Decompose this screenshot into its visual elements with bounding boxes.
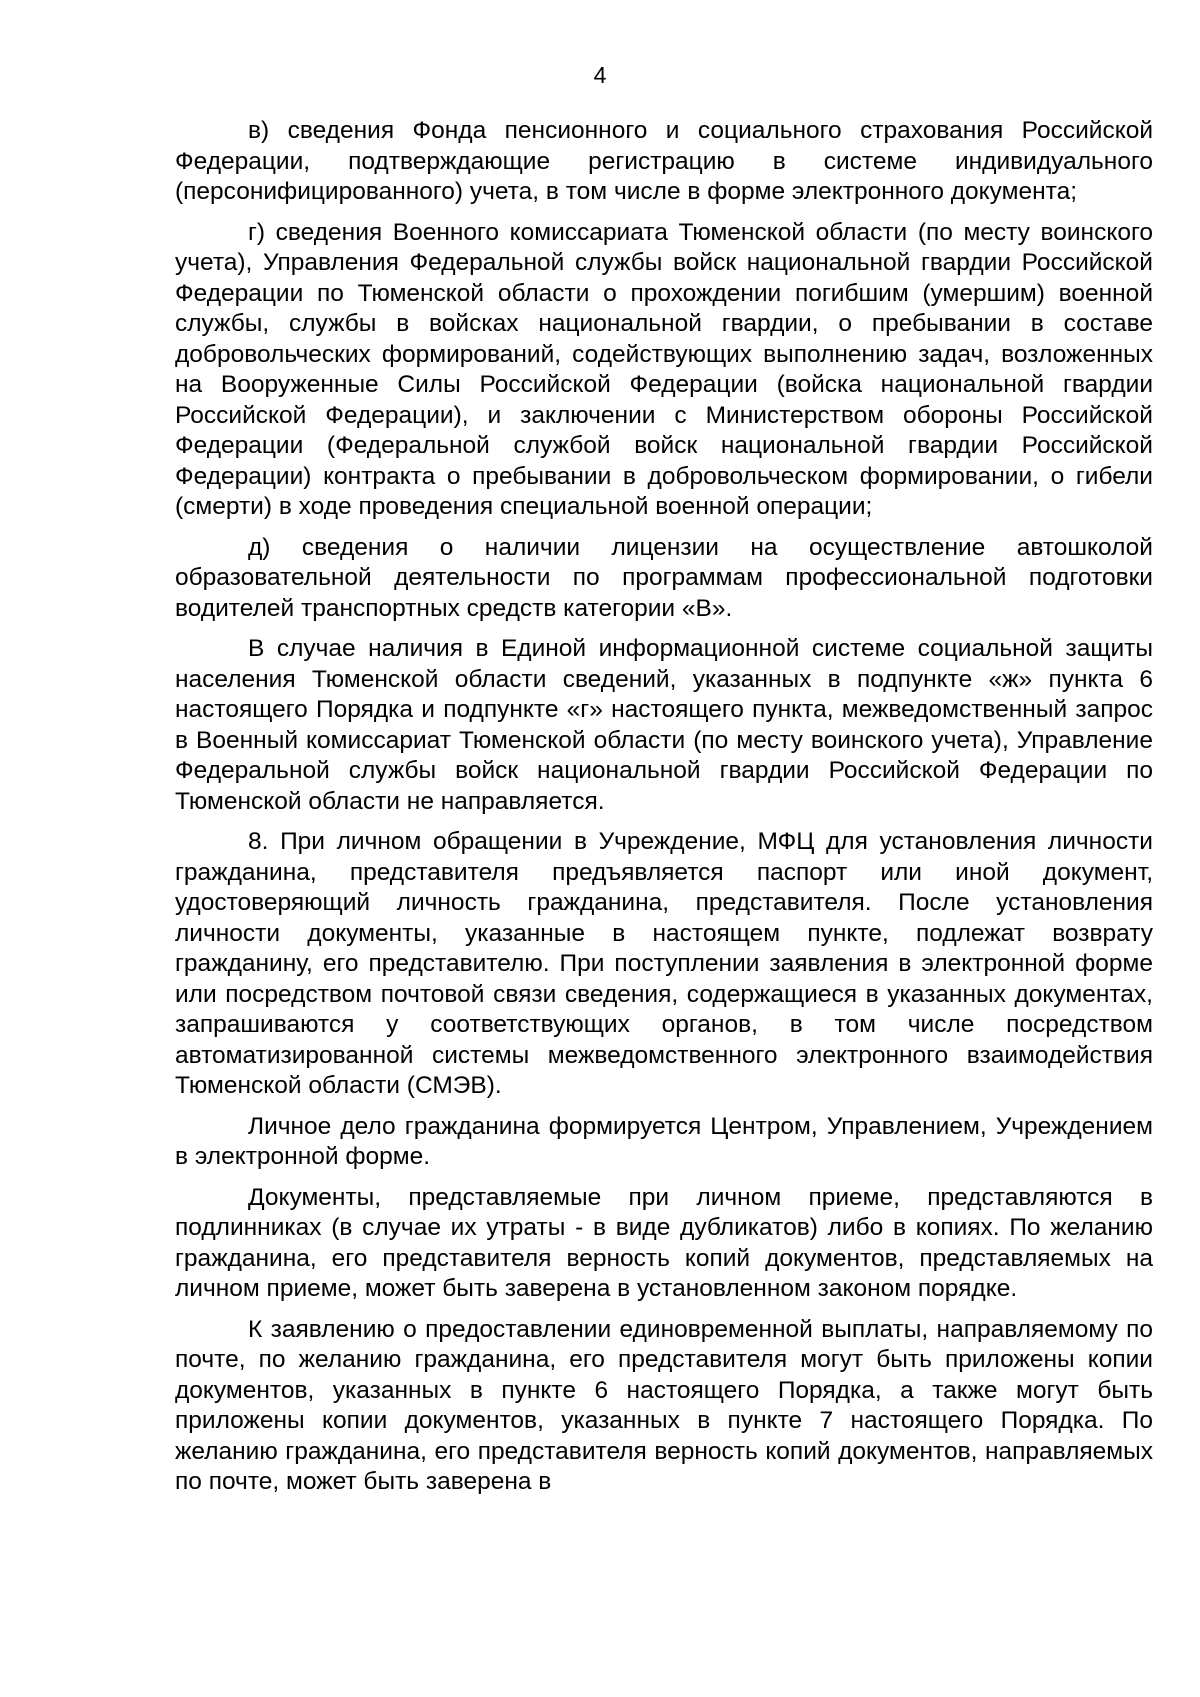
paragraph-g-military-service-data: г) сведения Военного комиссариата Тюменской области (по месту воинского учета), Управления Федеральной службы войск национальной гвардии Российской Федерации по Тюменской области о прохождении погибшим (умершим) военной службы, службы в войсках национальной гвардии, о пребывании в составе добровольческих формирований, содействующих выполнению задач, возложенных на Вооруженные Силы Российской Федерации (войска национальной гвардии Российской Федерации), и заключении с Министерством обороны Российской Федерации (Федеральной службой войск национальной гвардии Российской Федерации) контракта о пребывании в добровольческом формировании, о гибели (смерти) в ходе проведения специальной военной операции;: [175, 218, 1153, 520]
paragraph-d-driving-school-license: д) сведения о наличии лицензии на осуществление автошколой образовательной деятельности по программам профессиональной подготовки водителей транспортных средств категории «В».: [175, 533, 1153, 622]
paragraph-v-pension-fund-data: в) сведения Фонда пенсионного и социального страхования Российской Федерации, подтверждающие регистрацию в системе индивидуального (персонифицированного) учета, в том числе в форме электронного документа;: [175, 117, 1153, 205]
paragraph-postal-application: К заявлению о предоставлении единовременной выплаты, направляемому по почте, по желанию гражданина, его представителя могут быть приложены копии документов, указанных в пункте 6 настоящего Порядка, а также могут быть приложены копии документов, указанных в пункте 7 настоящего Порядка. По желанию гражданина, его представителя верность копий документов, направляемых по почте, может быть заверена в: [175, 1315, 1153, 1495]
paragraph-8-personal-appeal: 8. При личном обращении в Учреждение, МФЦ для установления личности гражданина, представителя предъявляется паспорт или иной документ, удостоверяющий личность гражданина, представителя. После установления личности документы, указанные в настоящем пункте, подлежат возврату гражданину, его представителю. При поступлении заявления в электронной форме или посредством почтовой связи сведения, содержащиеся в указанных документах, запрашиваются у соответствующих органов, в том числе посредством автоматизированной системы межведомственного электронного взаимодействия Тюменской области (СМЭВ).: [175, 828, 1153, 1099]
document-body: [175, 116, 1153, 1508]
paragraph-interagency-request-note: В случае наличия в Единой информационной системе социальной защиты населения Тюменской области сведений, указанных в подпункте «ж» пункта 6 настоящего Порядка и подпункте «г» настоящего пункта, межведомственный запрос в Военный комиссариат Тюменской области (по месту воинского учета), Управление Федеральной службы войск национальной гвардии Российской Федерации по Тюменской области не направляется.: [175, 635, 1153, 815]
paragraph-documents-originals: Документы, представляемые при личном приеме, представляются в подлинниках (в случае их утраты - в виде дубликатов) либо в копиях. По желанию гражданина, его представителя верность копий документов, представляемых на личном приеме, может быть заверена в установленном законом порядке.: [175, 1183, 1153, 1302]
paragraph-personal-file: Личное дело гражданина формируется Центром, Управлением, Учреждением в электронной форме.: [175, 1112, 1153, 1170]
page-number: 4: [593, 62, 607, 88]
